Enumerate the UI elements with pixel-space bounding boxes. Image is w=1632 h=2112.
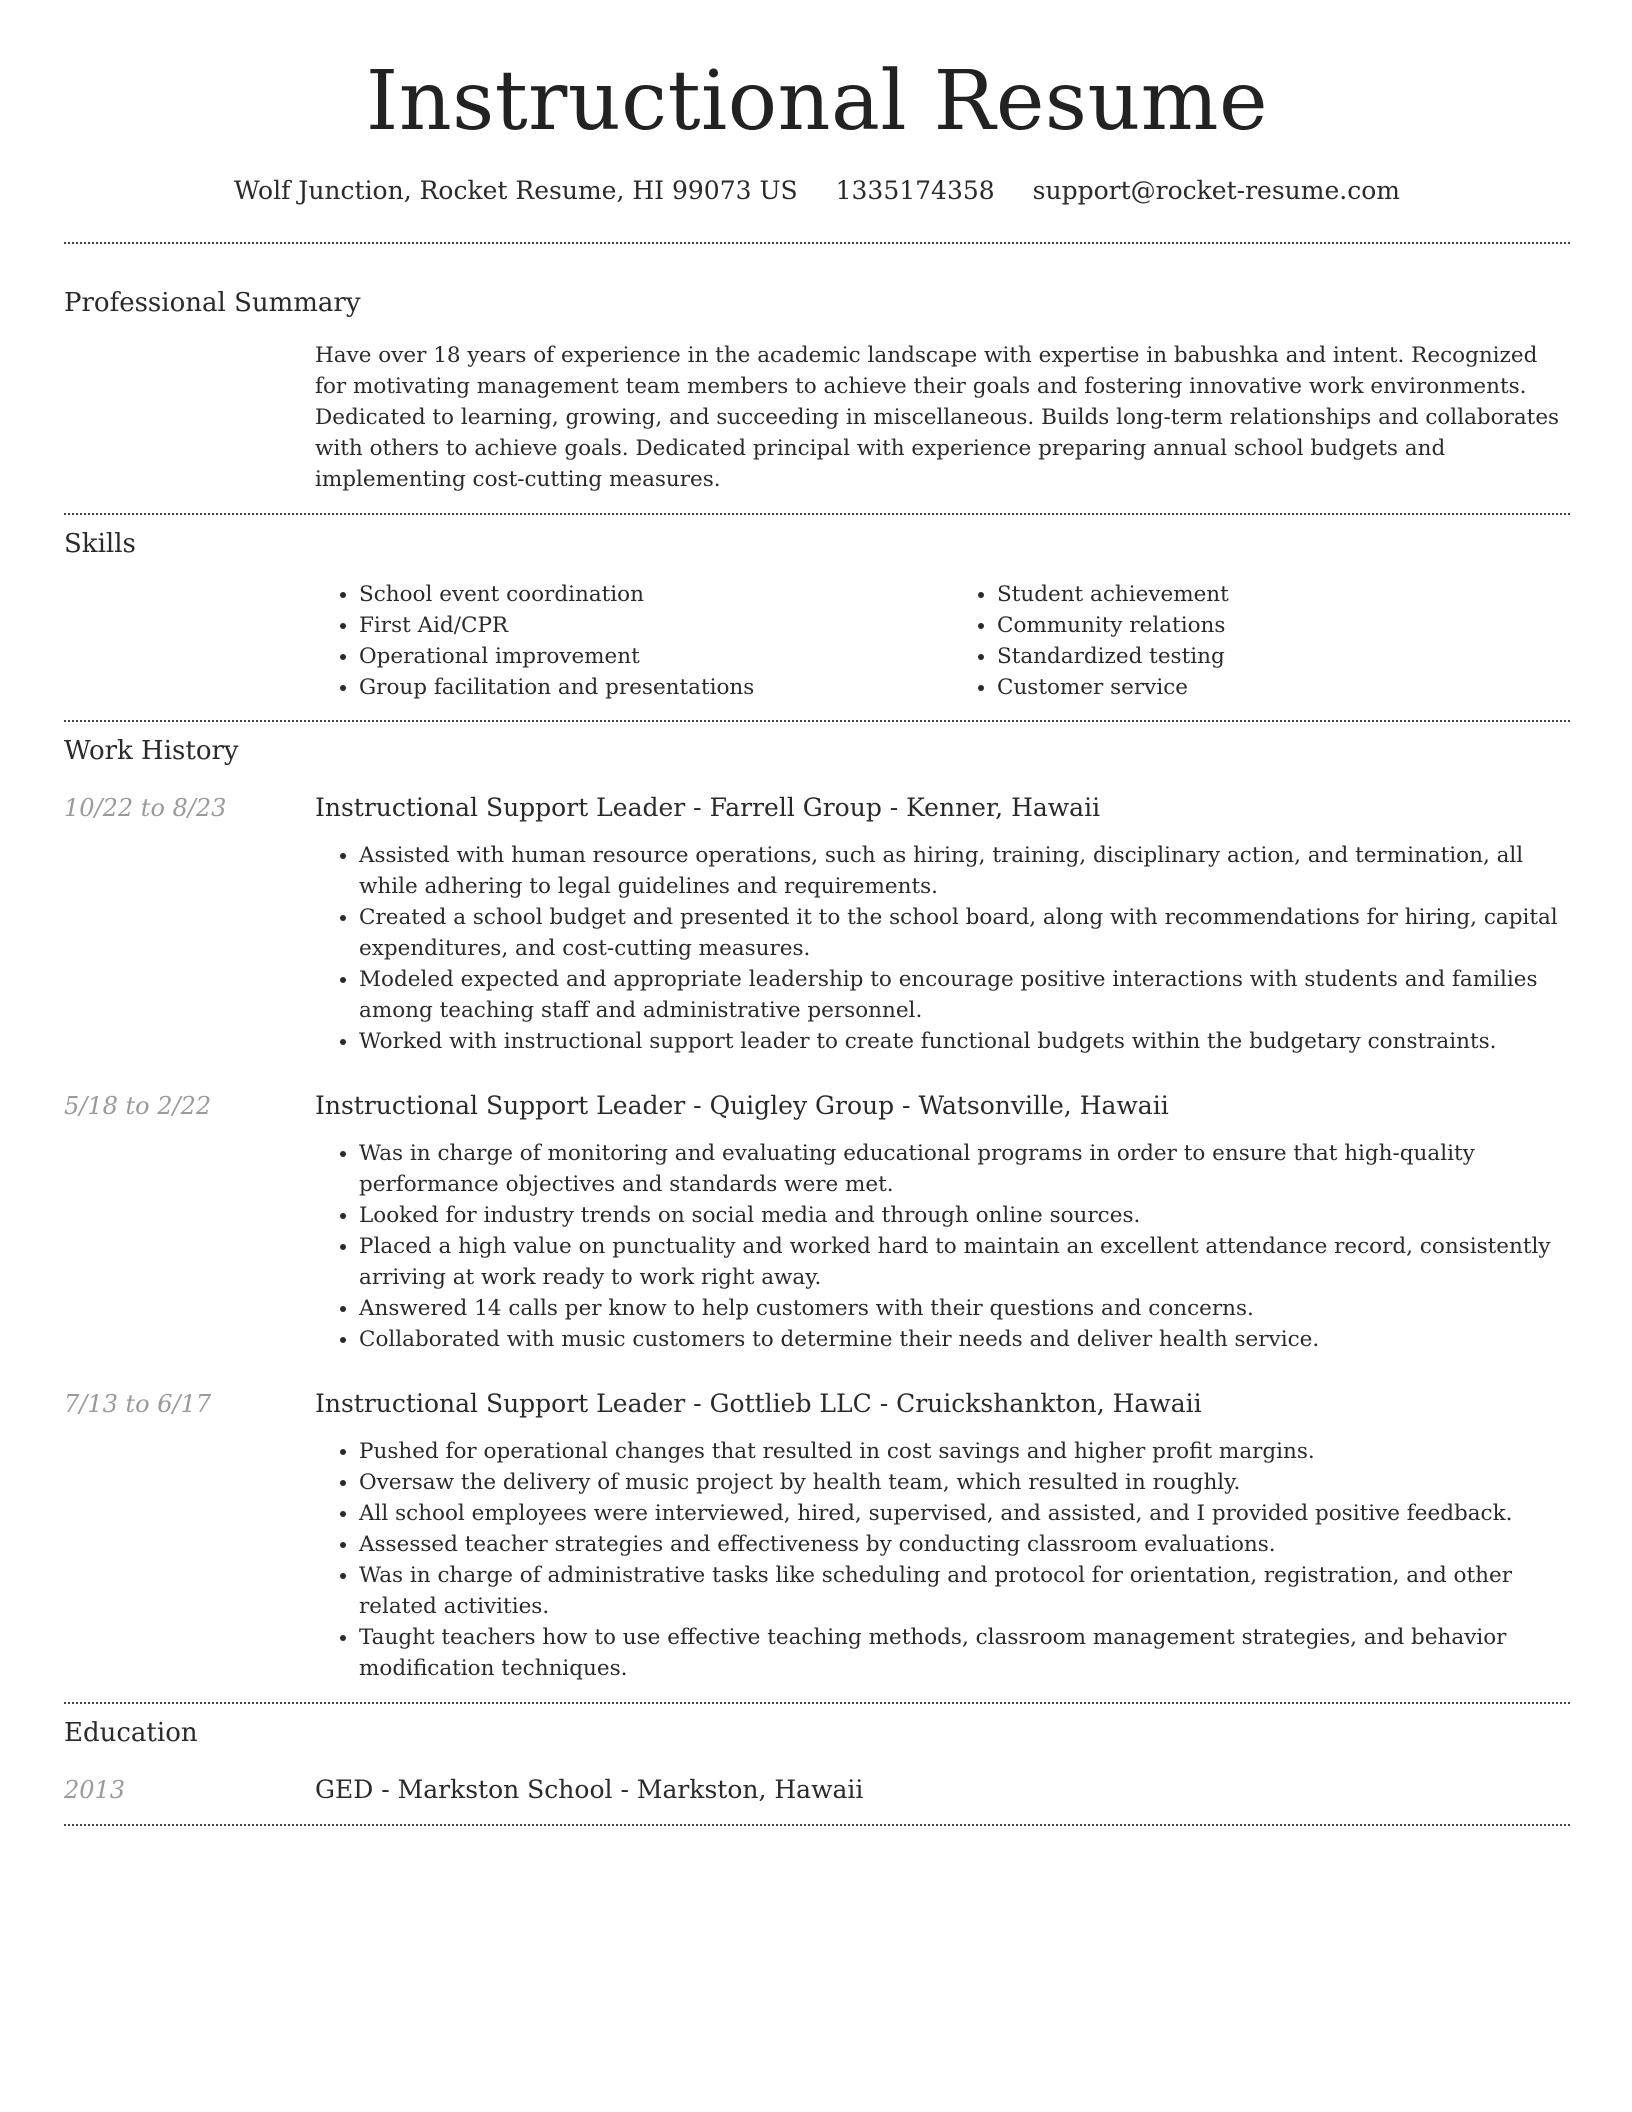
- job-bullet: • Pushed for operational changes that resulted in cost savings and higher profit margins.: [359, 1436, 1570, 1467]
- job-entry: [64, 792, 1570, 1057]
- skills-section: [64, 527, 1570, 703]
- job-bullet: • Was in charge of monitoring and evaluating educational programs in order to ensure that high-quality performance objectives and standards were met.: [359, 1138, 1570, 1200]
- contact-address: Wolf Junction, Rocket Resume, HI 99073 US: [234, 176, 798, 205]
- job-bullets: [315, 1436, 1570, 1684]
- job-bullet: • Answered 14 calls per know to help customers with their questions and concerns.: [359, 1293, 1570, 1324]
- job-bullets: [315, 1138, 1570, 1355]
- job-bullet: • Created a school budget and presented it to the school board, along with recommendations for hiring, capital expenditures, and cost-cutting measures.: [359, 902, 1570, 964]
- job-bullet: • Modeled expected and appropriate leadership to encourage positive interactions with students and families among teaching staff and administrative personnel.: [359, 964, 1570, 1026]
- job-dates: 5/18 to 2/22: [64, 1092, 212, 1120]
- job-details: [315, 1388, 1570, 1684]
- job-entry: [64, 1388, 1570, 1684]
- skill-item: • Student achievement: [997, 579, 1567, 610]
- skills-list-left: [315, 579, 929, 703]
- skill-item: • Customer service: [997, 672, 1567, 703]
- divider: [64, 1824, 1570, 1826]
- divider: [64, 720, 1570, 722]
- job-bullet: • Assessed teacher strategies and effectiveness by conducting classroom evaluations.: [359, 1529, 1570, 1560]
- education-title: Education: [64, 1718, 198, 1748]
- job-heading: Instructional Support Leader - Farrell Group - Kenner, Hawaii: [315, 793, 1101, 822]
- skills-title: Skills: [64, 529, 136, 559]
- job-bullet: • Collaborated with music customers to determine their needs and deliver health service.: [359, 1324, 1570, 1355]
- resume-page: [64, 0, 1570, 1826]
- education-year: 2013: [64, 1776, 126, 1804]
- job-bullet: • Taught teachers how to use effective teaching methods, classroom management strategies, and behavior modification techniques.: [359, 1622, 1570, 1684]
- skills-columns: [315, 579, 1570, 703]
- job-bullets: [315, 840, 1570, 1057]
- job-details: [315, 792, 1570, 1057]
- skill-item: • Group facilitation and presentations: [359, 672, 929, 703]
- job-bullet: • All school employees were interviewed, hired, supervised, and assisted, and I provided positive feedback.: [359, 1498, 1570, 1529]
- work-title: Work History: [64, 736, 239, 766]
- summary-section: [64, 286, 1570, 495]
- divider: [64, 513, 1570, 515]
- job-dates: 7/13 to 6/17: [64, 1390, 212, 1418]
- divider: [64, 1702, 1570, 1704]
- page-title: Instructional Resume: [365, 54, 1269, 149]
- contact-line: [64, 174, 1570, 208]
- summary-title: Professional Summary: [64, 288, 361, 318]
- job-bullet: • Worked with instructional support leader to create functional budgets within the budgetary constraints.: [359, 1026, 1570, 1057]
- job-bullet: • Oversaw the delivery of music project by health team, which resulted in roughly.: [359, 1467, 1570, 1498]
- summary-text: Have over 18 years of experience in the academic landscape with expertise in babushka and intent. Recognized for motivating management team members to achieve their goals and fostering innovative work environments. Dedicated to learning, growing, and succeeding in miscellaneous. Builds long-term relationships and collaborates with others to achieve goals. Dedicated principal with experience preparing annual school budgets and implementing cost-cutting measures.: [315, 343, 1560, 492]
- job-bullet: • Assisted with human resource operations, such as hiring, training, disciplinary action, and termination, all while adhering to legal guidelines and requirements.: [359, 840, 1570, 902]
- skill-item: • Standardized testing: [997, 641, 1567, 672]
- job-bullet: • Was in charge of administrative tasks like scheduling and protocol for orientation, registration, and other related activities.: [359, 1560, 1570, 1622]
- education-heading: GED - Markston School - Markston, Hawaii: [315, 1775, 864, 1804]
- education-details: [315, 1774, 1570, 1806]
- job-dates: 10/22 to 8/23: [64, 794, 227, 822]
- job-details: [315, 1090, 1570, 1355]
- job-bullet: • Looked for industry trends on social media and through online sources.: [359, 1200, 1570, 1231]
- contact-email: support@rocket-resume.com: [1032, 176, 1400, 205]
- skills-list-right: [929, 579, 1567, 703]
- work-section: [64, 734, 1570, 1684]
- job-bullet: • Placed a high value on punctuality and worked hard to maintain an excellent attendance record, consistently arriving at work ready to work right away.: [359, 1231, 1570, 1293]
- skill-item: • First Aid/CPR: [359, 610, 929, 641]
- skill-item: • Community relations: [997, 610, 1567, 641]
- job-heading: Instructional Support Leader - Quigley Group - Watsonville, Hawaii: [315, 1091, 1169, 1120]
- job-entry: [64, 1090, 1570, 1355]
- job-heading: Instructional Support Leader - Gottlieb LLC - Cruickshankton, Hawaii: [315, 1389, 1202, 1418]
- education-entry: [64, 1774, 1570, 1806]
- education-section: [64, 1716, 1570, 1806]
- contact-phone: 1335174358: [835, 176, 995, 205]
- divider: [64, 242, 1570, 244]
- skill-item: • Operational improvement: [359, 641, 929, 672]
- skill-item: • School event coordination: [359, 579, 929, 610]
